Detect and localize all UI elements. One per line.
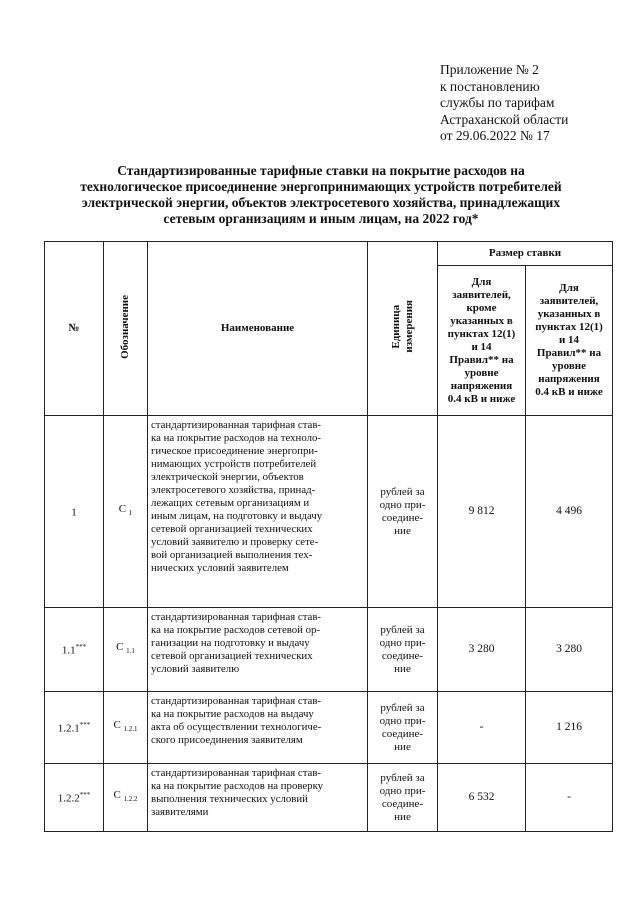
- rate-col1-line: и 14: [471, 340, 492, 353]
- table-body: [45, 416, 613, 832]
- title-line: сетевым организациям и иным лицам, на 2022 год*: [163, 211, 479, 226]
- row-unit-line: рублей за: [380, 623, 425, 636]
- row-number: 1.2.2: [57, 792, 80, 805]
- table-row: [45, 764, 613, 832]
- title-line: Стандартизированные тарифные ставки на покрытие расходов на: [117, 163, 525, 178]
- row-unit-line: соедине-: [381, 797, 424, 810]
- row-code-index: 1.1: [126, 647, 135, 656]
- row-name-cell: [148, 608, 368, 692]
- row-unit-line: рублей за: [380, 701, 425, 714]
- rate-col1-line: указанных в: [450, 314, 513, 327]
- rate-col2-line: напряжения: [538, 373, 600, 385]
- row-code: С: [113, 718, 121, 731]
- row-number: 1.1: [61, 644, 76, 657]
- row-name-cell: [148, 692, 368, 764]
- row-code-index: 1.2.1: [123, 725, 138, 734]
- appendix-line: Астраханской области: [440, 111, 569, 127]
- row-value2: 3 280: [526, 608, 613, 692]
- row-name-line: стандартизированная тарифная став-: [151, 419, 322, 431]
- row-name-line: ка на покрытие расходов на выдачу: [151, 708, 314, 720]
- row-unit-line: соедине-: [381, 511, 424, 524]
- rate-col1-line: напряжения: [450, 379, 513, 392]
- appendix-line: службы по тарифам: [440, 95, 555, 110]
- rate-col1-line: Для: [471, 275, 492, 288]
- header-name: Наименование: [148, 242, 368, 416]
- header-unit-label: Единица измерения: [389, 300, 415, 353]
- row-number-cell: [45, 692, 104, 764]
- row-unit-cell: [368, 608, 438, 692]
- row-value1: -: [438, 692, 526, 764]
- header-number: №: [45, 242, 104, 416]
- rate-col1-line: Правил** на: [449, 353, 514, 366]
- row-number-cell: [45, 416, 104, 608]
- row-code-index: 1: [128, 509, 133, 518]
- rate-col1-line: 0.4 кВ и ниже: [447, 392, 516, 405]
- row-name-line: заявителями: [151, 806, 209, 818]
- row-code-cell: [104, 608, 148, 692]
- rate-col2-line: Для: [559, 282, 579, 294]
- row-name-line: ка на покрытие расходов сетевой ор-: [151, 624, 321, 636]
- row-value2: 4 496: [526, 416, 613, 608]
- row-number-footnote: ***: [75, 643, 87, 652]
- row-name-cell: [148, 416, 368, 608]
- row-number-footnote: ***: [79, 721, 91, 730]
- row-unit-cell: [368, 692, 438, 764]
- row-name-line: нических условий заявителем: [151, 562, 289, 574]
- header-rate-group: Размер ставки: [438, 242, 613, 266]
- row-unit-line: одно при-: [379, 784, 426, 797]
- tariff-table: [44, 241, 613, 832]
- row-unit-line: ние: [394, 662, 411, 675]
- row-unit-line: соедине-: [381, 727, 424, 740]
- row-name-line: акта об осуществлении технологиче-: [151, 721, 322, 733]
- row-name-line: условий заявителю: [151, 663, 240, 675]
- row-code: С: [118, 502, 127, 515]
- row-number: 1: [71, 506, 77, 519]
- row-unit-line: рублей за: [380, 485, 425, 498]
- rate-col1-line: кроме: [466, 301, 497, 314]
- rate-col1-line: уровне: [464, 366, 499, 379]
- row-code-cell: [104, 764, 148, 832]
- row-name-line: стандартизированная тарифная став-: [151, 767, 322, 779]
- row-name-line: гическое присоединение энергопри-: [151, 445, 318, 457]
- row-value1: 6 532: [438, 764, 526, 832]
- row-value1: 3 280: [438, 608, 526, 692]
- table-row: [45, 608, 613, 692]
- rate-col2-line: пунктах 12(1): [535, 321, 603, 333]
- row-number: 1.2.1: [57, 722, 80, 735]
- document-title: [40, 163, 602, 227]
- header-designation: [104, 242, 148, 416]
- header-rate-col1: [438, 266, 526, 416]
- row-name-line: электрической энергии, объектов: [151, 471, 304, 483]
- title-line: электрической энергии, объектов электросетевого хозяйства, принадлежащих: [81, 195, 561, 210]
- row-name-line: нимающих устройств потребителей: [151, 458, 317, 470]
- appendix-line: от 29.06.2022 № 17: [440, 128, 550, 143]
- header-designation-label: Обозначение: [119, 294, 131, 359]
- table-row: [45, 416, 613, 608]
- row-name-line: стандартизированная тарифная став-: [151, 611, 322, 623]
- row-code-index: 1.2.2: [123, 795, 138, 804]
- row-name-line: вой организацией выполнения тех-: [151, 549, 313, 561]
- row-value2: -: [526, 764, 613, 832]
- row-name-line: условий заявителю и проверку сете-: [151, 536, 319, 548]
- row-name-line: сетевой организацией технических: [151, 650, 313, 662]
- row-name-line: лежащих сетевым организациям и: [151, 497, 310, 509]
- row-value2: 1 216: [526, 692, 613, 764]
- row-code-cell: [104, 416, 148, 608]
- title-line: технологическое присоединение энергопринимающих устройств потребителей: [80, 179, 562, 194]
- row-unit-line: ние: [394, 524, 411, 537]
- rate-col2-line: и 14: [558, 334, 580, 346]
- row-unit-line: соедине-: [381, 649, 424, 662]
- rate-col2-line: 0.4 кВ и ниже: [535, 386, 603, 398]
- rate-col1-line: пунктах 12(1): [447, 327, 516, 340]
- row-code: С: [113, 788, 121, 801]
- rate-col1-line: заявителей,: [452, 288, 511, 301]
- row-unit-line: ние: [394, 740, 411, 753]
- row-unit-line: рублей за: [380, 771, 425, 784]
- row-name-line: ганизации на подготовку и выдачу: [151, 637, 310, 649]
- row-name-cell: [148, 764, 368, 832]
- row-unit-line: одно при-: [379, 498, 426, 511]
- row-name-line: электросетевого хозяйства, принад-: [151, 484, 316, 496]
- row-unit-cell: [368, 416, 438, 608]
- header-rate-col2: [526, 266, 613, 416]
- row-unit-cell: [368, 764, 438, 832]
- rate-col2-line: уровне: [552, 360, 587, 372]
- row-number-footnote: ***: [79, 791, 91, 800]
- rate-col2-line: Правил** на: [536, 347, 602, 359]
- row-number-cell: [45, 608, 104, 692]
- row-name-line: ского присоединения заявителям: [151, 734, 303, 746]
- appendix-block: [440, 62, 620, 145]
- rate-col2-line: заявителей,: [539, 295, 599, 307]
- row-name-line: выполнения технических условий: [151, 793, 308, 805]
- row-name-line: стандартизированная тарифная став-: [151, 695, 322, 707]
- row-unit-line: одно при-: [379, 714, 426, 727]
- row-unit-line: одно при-: [379, 636, 426, 649]
- row-code-cell: [104, 692, 148, 764]
- header-unit: [368, 242, 438, 416]
- row-code: С: [116, 640, 124, 653]
- row-unit-line: ние: [394, 810, 411, 823]
- row-name-line: ка на покрытие расходов на техноло-: [151, 432, 321, 444]
- row-name-line: сетевой организацией технических: [151, 523, 313, 535]
- rate-col2-line: указанных в: [537, 308, 601, 320]
- appendix-line: к постановлению: [440, 78, 540, 94]
- table-row: [45, 692, 613, 764]
- appendix-line: Приложение № 2: [440, 62, 539, 77]
- row-name-line: иным лицам, на подготовку и выдачу: [151, 510, 323, 522]
- row-name-line: ка на покрытие расходов на проверку: [151, 780, 324, 792]
- row-value1: 9 812: [438, 416, 526, 608]
- row-number-cell: [45, 764, 104, 832]
